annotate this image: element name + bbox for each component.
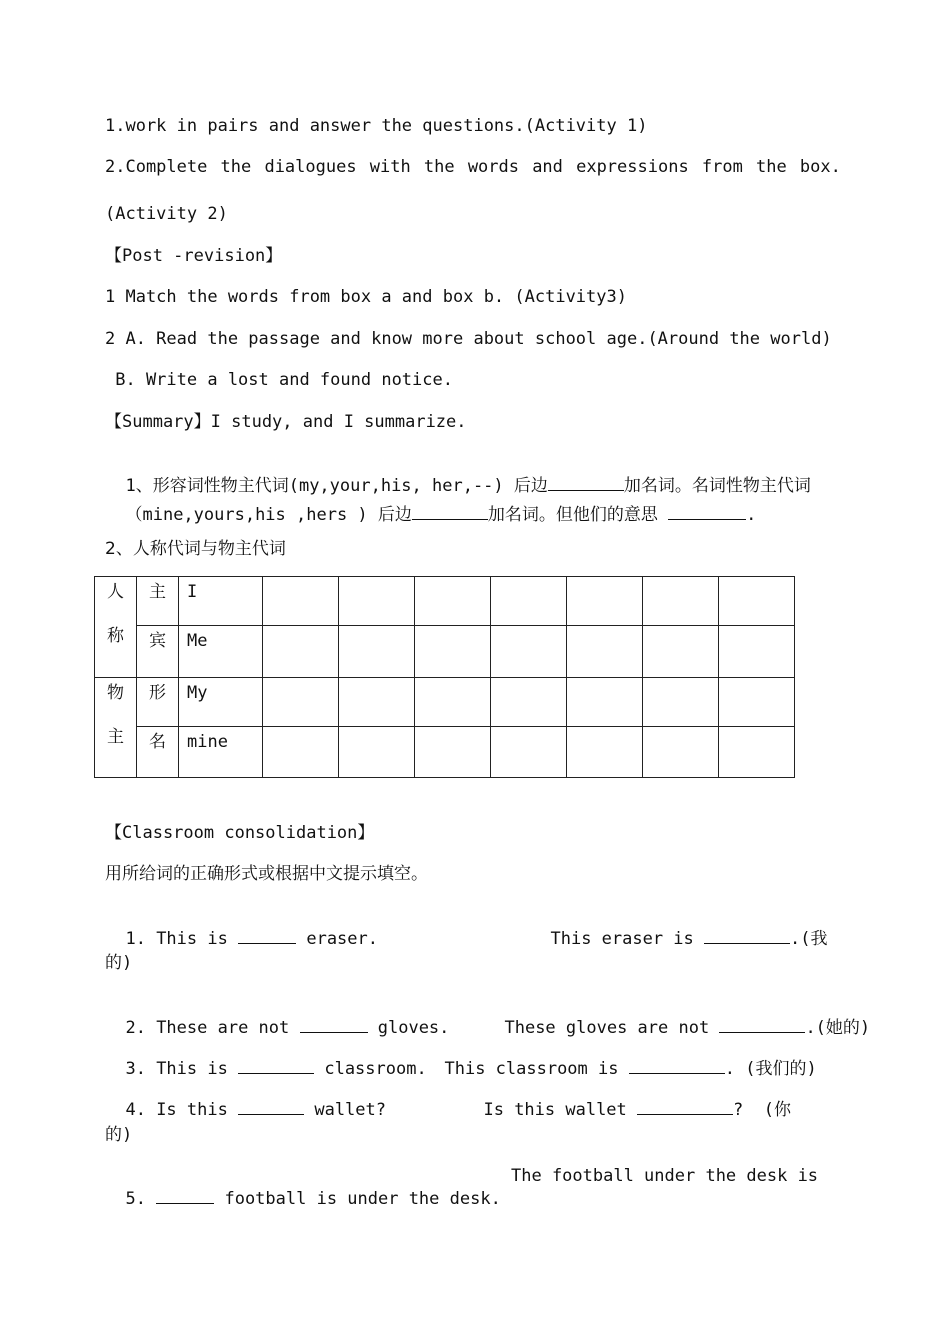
q2-blank-2[interactable]: [719, 1016, 805, 1033]
question-4-hint-end: 的): [105, 1125, 133, 1145]
step-2-word: 2.Complete: [105, 157, 208, 177]
q4-text-a: 4. Is this: [125, 1100, 228, 1120]
q2-text-c: These gloves are not: [504, 1018, 710, 1038]
table-row: [95, 678, 795, 727]
table-cell[interactable]: [567, 577, 643, 626]
post-revision-item-1: 1 Match the words from box a and box b. (Activity3): [105, 287, 627, 307]
table-cell[interactable]: [415, 626, 491, 678]
q4-text-b: wallet?: [314, 1100, 386, 1120]
step-2-word: the: [423, 157, 455, 177]
row-label: 主: [137, 577, 179, 626]
table-cell[interactable]: [415, 678, 491, 727]
q1-text-b: eraser.: [306, 929, 378, 949]
group-label-possessive: 物 主: [95, 678, 137, 778]
table-cell[interactable]: [491, 577, 567, 626]
table-cell[interactable]: [263, 577, 339, 626]
summary-point-1-line-2: [105, 481, 756, 526]
step-2-continued: (Activity 2): [105, 204, 228, 224]
table-row: [95, 577, 795, 626]
post-revision-heading: 【Post -revision】: [105, 246, 283, 266]
q3-text-d: . (我们的): [724, 1059, 817, 1079]
table-cell[interactable]: [719, 626, 795, 678]
question-4: [105, 1076, 386, 1121]
q1-text-d: .(我: [790, 929, 828, 949]
table-cell[interactable]: [263, 678, 339, 727]
row-label: 宾: [137, 626, 179, 678]
table-cell[interactable]: [339, 626, 415, 678]
blank-noun-pronoun[interactable]: [412, 503, 488, 520]
post-revision-item-2a: 2 A. Read the passage and know more about school age.(Around the world): [105, 329, 832, 349]
post-revision-item-2b: B. Write a lost and found notice.: [105, 370, 453, 390]
table-cell[interactable]: [491, 727, 567, 778]
consolidation-heading: 【Classroom consolidation】: [105, 823, 375, 843]
row-word: My: [179, 678, 263, 727]
summary-p1-text-c: （mine,yours,his ,hers ) 后边: [125, 505, 412, 525]
q1-text-c: This eraser is: [550, 929, 694, 949]
q3-text-a: 3. This is: [125, 1059, 228, 1079]
row-label: 名: [137, 727, 179, 778]
q5-text-a: 5.: [125, 1189, 146, 1209]
table-cell[interactable]: [339, 577, 415, 626]
summary-p1-text-b: 加名词。名词性物主代词: [623, 476, 811, 496]
table-cell[interactable]: [491, 626, 567, 678]
row-word: Me: [179, 626, 263, 678]
table-cell[interactable]: [719, 577, 795, 626]
q1-blank-2[interactable]: [704, 927, 790, 944]
pronoun-table: [94, 576, 795, 778]
table-cell[interactable]: [339, 727, 415, 778]
step-2-word: words: [467, 157, 519, 177]
table-cell[interactable]: [263, 626, 339, 678]
step-1: 1.work in pairs and answer the questions.(Activity 1): [105, 116, 648, 136]
table-cell[interactable]: [415, 577, 491, 626]
consolidation-instruction: 用所给词的正确形式或根据中文提示填空。: [105, 864, 428, 884]
question-2-right: [484, 994, 870, 1039]
question-3-right: [424, 1035, 817, 1080]
q4-blank-2[interactable]: [637, 1098, 733, 1115]
q4-text-c: Is this wallet: [483, 1100, 627, 1120]
table-cell[interactable]: [643, 727, 719, 778]
blank-meaning[interactable]: [668, 503, 746, 520]
row-label: 形: [137, 678, 179, 727]
q3-text-c: This classroom is: [444, 1059, 619, 1079]
q4-blank-1[interactable]: [238, 1098, 304, 1115]
table-cell[interactable]: [643, 577, 719, 626]
summary-point-2: 2、人称代词与物主代词: [105, 539, 286, 559]
group-label-personal: 人 称: [95, 577, 137, 678]
summary-p1-text-d: 加名词。但他们的意思: [487, 505, 669, 525]
table-cell[interactable]: [339, 678, 415, 727]
table-cell[interactable]: [719, 727, 795, 778]
q5-blank-1[interactable]: [156, 1187, 214, 1204]
table-cell[interactable]: [567, 678, 643, 727]
question-3: [105, 1035, 427, 1080]
summary-p1-text-e: .: [746, 505, 757, 525]
table-cell[interactable]: [415, 727, 491, 778]
step-2-word: with: [369, 157, 411, 177]
step-2-word: dialogues: [264, 157, 357, 177]
q2-text-d: .(她的): [805, 1018, 871, 1038]
question-4-right: [463, 1076, 791, 1121]
q3-blank-2[interactable]: [629, 1057, 725, 1074]
question-1-right: [530, 905, 828, 950]
q2-text-a: 2. These are not: [125, 1018, 290, 1038]
table-cell[interactable]: [719, 678, 795, 727]
table-cell[interactable]: [567, 626, 643, 678]
table-cell[interactable]: [263, 727, 339, 778]
q2-blank-1[interactable]: [300, 1016, 368, 1033]
step-2-word: the: [220, 157, 252, 177]
step-2-word: expressions: [576, 157, 689, 177]
q4-text-d: ? (你: [733, 1100, 791, 1120]
q2-text-b: gloves.: [377, 1018, 450, 1038]
table-cell[interactable]: [491, 678, 567, 727]
step-2-word: the: [756, 157, 787, 177]
question-1-hint-end: 的): [105, 953, 133, 973]
summary-p1-text-a: 1、形容词性物主代词(my,your,his, her,--) 后边: [125, 476, 548, 496]
step-2-word: from: [701, 157, 743, 177]
question-5-right: The football under the desk is: [511, 1166, 819, 1186]
step-2: [105, 156, 841, 178]
question-1: [105, 905, 378, 950]
step-2-word: and: [532, 157, 563, 177]
q1-blank-1[interactable]: [238, 927, 296, 944]
row-word: I: [179, 577, 263, 626]
step-2-word: box.: [799, 157, 841, 177]
table-cell[interactable]: [643, 678, 719, 727]
row-word: mine: [179, 727, 263, 778]
table-row: [95, 727, 795, 778]
question-5: [105, 1165, 501, 1210]
q1-text-a: 1. This is: [125, 929, 228, 949]
table-cell[interactable]: [643, 626, 719, 678]
table-cell[interactable]: [567, 727, 643, 778]
summary-heading: 【Summary】I study, and I summarize.: [105, 412, 467, 432]
table-row: [95, 626, 795, 678]
q3-blank-1[interactable]: [238, 1057, 314, 1074]
q5-text-b: football is under the desk.: [224, 1189, 501, 1209]
question-2: [105, 994, 449, 1039]
q3-text-b: classroom.: [324, 1059, 427, 1079]
